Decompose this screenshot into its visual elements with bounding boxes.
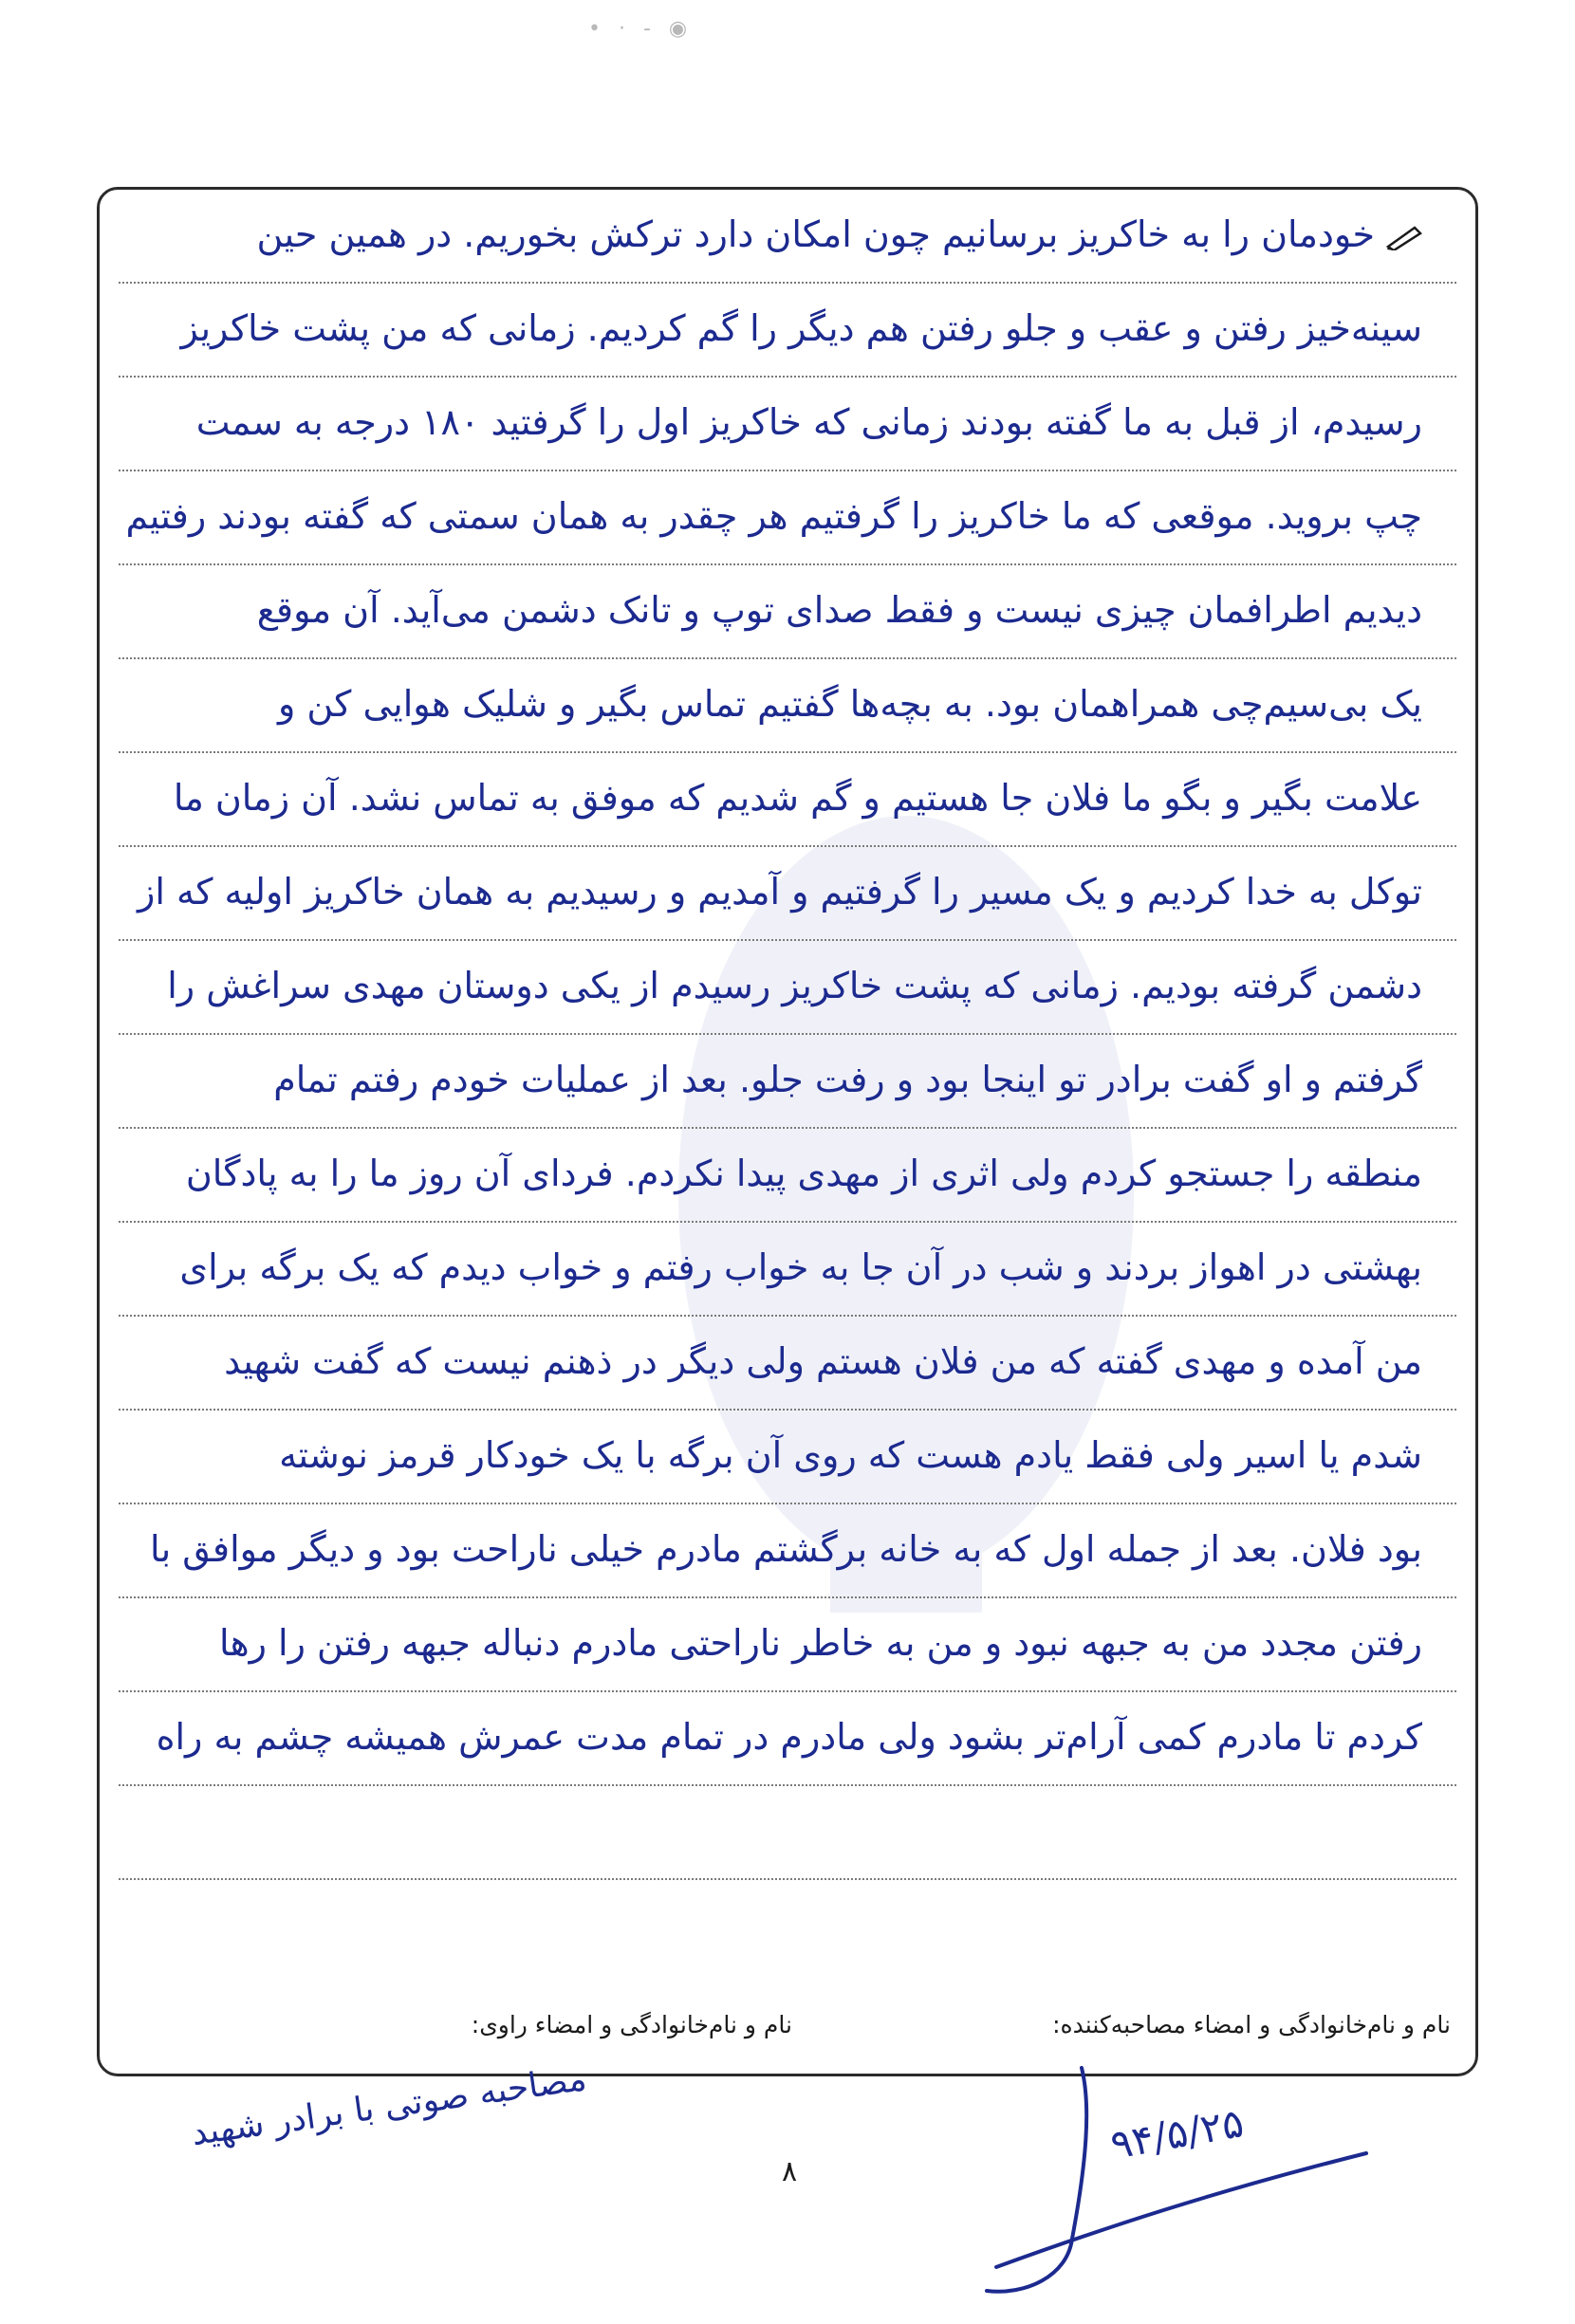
line-text: کردم تا مادرم کمی آرام‌تر بشود ولی مادرم در تمام مدت عمرش همیشه چشم به راه	[156, 1716, 1422, 1758]
line-text: سینه‌خیز رفتن و عقب و جلو رفتن هم دیگر را گم کردیم. زمانی که من پشت خاکریز	[180, 307, 1422, 349]
line-text: من آمده و مهدی گفته که من فلان هستم ولی دیگر در ذهنم نیست که گفت شهید	[224, 1340, 1422, 1382]
text-line	[119, 941, 1456, 1035]
text-line	[119, 1411, 1456, 1504]
text-line	[119, 1692, 1456, 1786]
handwritten-signature	[968, 2049, 1385, 2315]
text-line	[119, 1317, 1456, 1411]
text-line	[119, 378, 1456, 471]
text-line	[119, 1598, 1456, 1692]
interviewer-signature-label: نام و نام‌خانوادگی و امضاء مصاحبه‌کننده:	[1052, 2011, 1451, 2038]
line-text: بود فلان. بعد از جمله اول که به خانه برگشتم مادرم خیلی ناراحت بود و دیگر موافق با	[149, 1528, 1422, 1570]
margin-note: مصاحبه صوتی با برادر شهید	[189, 2058, 589, 2154]
text-line	[119, 1035, 1456, 1129]
signature-date: ۹۴/۵/۲۵	[1106, 2099, 1248, 2168]
line-text: رسیدم، از قبل به ما گفته بودند زمانی که خاکریز اول را گرفتید ۱۸۰ درجه به سمت	[195, 401, 1422, 443]
text-line	[119, 1129, 1456, 1223]
text-line	[119, 1504, 1456, 1598]
text-line	[119, 847, 1456, 941]
text-line	[119, 753, 1456, 847]
line-text: توکل به خدا کردیم و یک مسیر را گرفتیم و آمدیم و رسیدیم به همان خاکریز اولیه که از	[138, 871, 1422, 913]
line-text: علامت بگیر و بگو ما فلان جا هستیم و گم شدیم که موفق به تماس نشد. آن زمان ما	[173, 777, 1422, 819]
text-line	[119, 565, 1456, 659]
line-text: خودمان را به خاکریز برسانیم چون امکان دارد ترکش بخوریم. در همین حین	[256, 213, 1375, 255]
line-text: منطقه را جستجو کردم ولی اثری از مهدی پیدا نکردم. فردای آن روز ما را به پادگان	[185, 1153, 1422, 1194]
pencil-icon	[1386, 224, 1422, 250]
text-line	[119, 471, 1456, 565]
text-line	[119, 1786, 1456, 1880]
line-text: چپ بروید. موقعی که ما خاکریز را گرفتیم هر چقدر به همان سمتی که گفته بودند رفتیم	[125, 495, 1422, 537]
page-frame	[97, 187, 1478, 2076]
line-text: گرفتم و او گفت برادر تو اینجا بود و رفت جلو. بعد از عملیات خودم رفتم تمام	[273, 1059, 1422, 1100]
line-text: بهشتی در اهواز بردند و شب در آن جا به خواب رفتم و خواب دیدم که یک برگه برای	[179, 1246, 1422, 1288]
footer-signature-row	[100, 2011, 1475, 2049]
narrator-signature-label: نام و نام‌خانوادگی و امضاء راوی:	[471, 2011, 792, 2038]
line-text: یک بی‌سیم‌چی همراهمان بود. به بچه‌ها گفتیم تماس بگیر و شلیک هوایی کن و	[277, 683, 1422, 725]
text-line	[119, 284, 1456, 378]
line-text: رفتن مجدد من به جبهه نبود و من به خاطر ناراحتی مادرم دنباله جبهه رفتن را رها	[218, 1622, 1422, 1664]
line-text: دیدیم اطرافمان چیزی نیست و فقط صدای توپ و تانک دشمن می‌آید. آن موقع	[256, 589, 1422, 631]
page-number: ۸	[782, 2155, 798, 2188]
text-line	[119, 659, 1456, 753]
line-text: دشمن گرفته بودیم. زمانی که پشت خاکریز رسیدم از یکی دوستان مهدی سراغش را	[167, 965, 1422, 1006]
text-line	[119, 190, 1456, 284]
writing-area	[119, 190, 1456, 2074]
text-line	[119, 1223, 1456, 1317]
line-text: شدم یا اسیر ولی فقط یادم هست که روی آن برگه با یک خودکار قرمز نوشته	[279, 1434, 1422, 1476]
scan-artifact: • · - ◉	[588, 17, 694, 41]
